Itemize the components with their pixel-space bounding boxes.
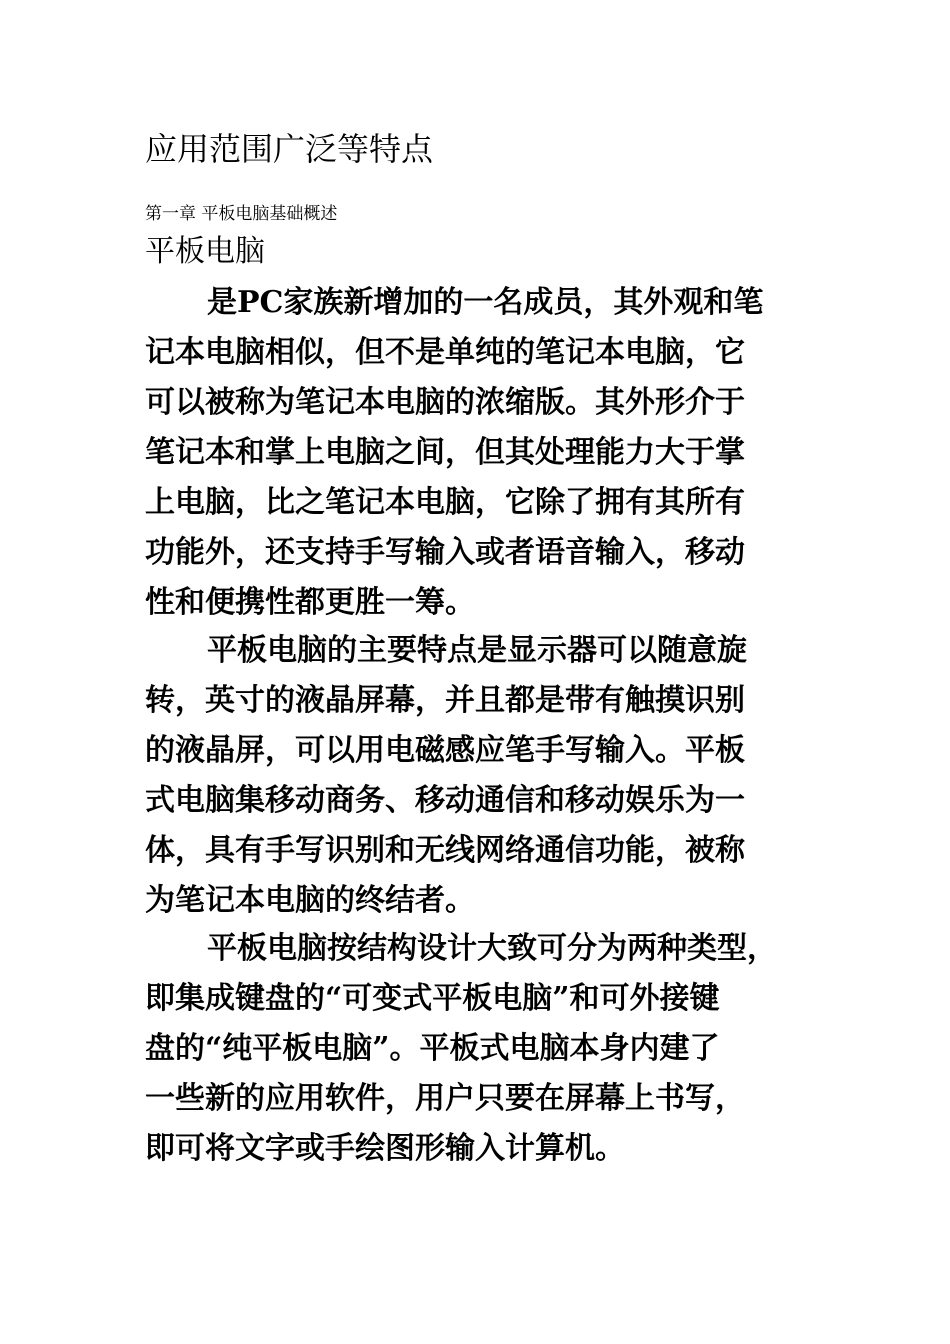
paragraph-line: 即可将文字或手绘图形输入计算机。 [145, 1131, 625, 1166]
paragraph-line: 平板电脑的主要特点是显示器可以随意旋 [207, 633, 747, 668]
paragraph-line: 笔记本和掌上电脑之间，但其处理能力大于掌 [145, 435, 745, 470]
paragraph-line: 上电脑，比之笔记本电脑，它除了拥有其所有 [145, 485, 745, 520]
paragraph-line: 是PC家族新增加的一名成员，其外观和笔 [207, 285, 764, 320]
paragraph-line: 式电脑集移动商务、移动通信和移动娱乐为一 [145, 783, 745, 818]
paragraph-2 [145, 626, 835, 926]
paragraph-1 [145, 278, 835, 628]
top-heading: 应用范围广泛等特点 [145, 130, 434, 168]
paragraph-line: 盘的“纯平板电脑”。平板式电脑本身内建了 [145, 1031, 720, 1066]
paragraph-line: 的液晶屏，可以用电磁感应笔手写输入。平板 [145, 733, 745, 768]
paragraph-line: 功能外，还支持手写输入或者语音输入，移动 [145, 535, 745, 570]
paragraph-line: 为笔记本电脑的终结者。 [145, 883, 475, 918]
paragraph-3 [145, 924, 835, 1174]
paragraph-line: 一些新的应用软件，用户只要在屏幕上书写， [145, 1081, 745, 1116]
paragraph-line: 即集成键盘的“可变式平板电脑”和可外接键 [145, 981, 720, 1016]
chapter-title: 第一章 平板电脑基础概述 [145, 204, 338, 224]
paragraph-line: 体，具有手写识别和无线网络通信功能，被称 [145, 833, 745, 868]
paragraph-line: 记本电脑相似，但不是单纯的笔记本电脑，它 [145, 335, 745, 370]
paragraph-line: 可以被称为笔记本电脑的浓缩版。其外形介于 [145, 385, 745, 420]
paragraph-line: 性和便携性都更胜一筹。 [145, 585, 475, 620]
paragraph-line: 平板电脑按结构设计大致可分为两种类型， [207, 931, 777, 966]
section-title: 平板电脑 [145, 234, 265, 269]
paragraph-line: 转，英寸的液晶屏幕，并且都是带有触摸识别 [145, 683, 745, 718]
